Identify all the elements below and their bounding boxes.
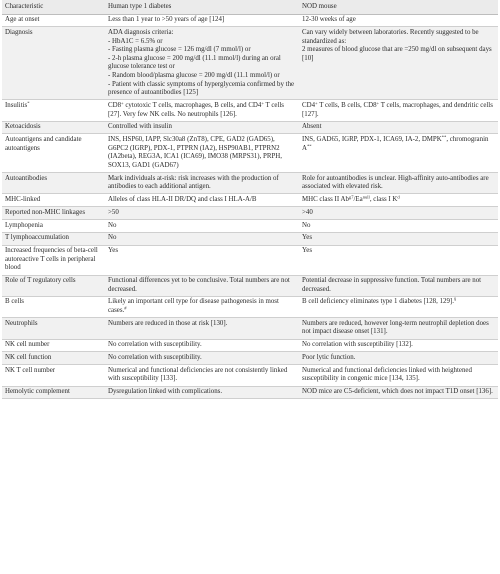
cell-line: Role for autoantibodies is unclear. High-affinity auto-antibodies are associated with elevated risk.: [302, 174, 489, 191]
table-row: [2, 318, 498, 339]
cell-line: - 2-h plasma glucose = 200 mg/dl (11.1 mmol/l) during an oral glucose tolerance test or: [108, 54, 281, 71]
cell-text: T lymphoaccumulation: [5, 234, 69, 242]
cell-line: 12-30 weeks of age: [302, 16, 356, 24]
header-nod-mouse: NOD mouse: [299, 0, 498, 14]
cell-text: Age at onset: [5, 16, 40, 24]
cell-nod-mouse: [299, 245, 498, 275]
cell-text: Insulitis: [5, 101, 28, 109]
cell-nod-mouse: [299, 352, 498, 365]
cell-line: Potential decrease in suppressive function. Total numbers are not decreased.: [302, 277, 482, 293]
cell-characteristic: [2, 27, 105, 100]
cell-nod-mouse: [299, 134, 498, 173]
cell-human: [105, 207, 299, 220]
cell-line: Yes: [302, 247, 313, 255]
superscript: +: [121, 100, 124, 106]
cell-human: [105, 173, 299, 194]
superscript: d: [397, 194, 400, 200]
cell-text: T cells, B cells, CD8: [317, 101, 377, 109]
cell-human: [105, 134, 299, 173]
cell-line: Dysregulation linked with complications.: [108, 388, 223, 396]
table-row: [2, 14, 498, 27]
cell-text: INS, GAD65, IGRP, PDX-1, ICA69, IA-2, DMPK: [302, 136, 442, 144]
cell-text: Increased frequencies of beta-cell autoreactive T cells in peripheral blood: [5, 247, 98, 272]
cell-text: Likely an important cell type for disease pathogenesis in most cases.: [108, 298, 279, 315]
table-row: [2, 386, 498, 399]
cell-human: [105, 352, 299, 365]
cell-text: /Ea: [353, 196, 363, 203]
cell-nod-mouse: [299, 232, 498, 245]
cell-line: Poor lytic function.: [302, 354, 356, 361]
cell-line: - Fasting plasma glucose = 126 mg/dl (7 mmol/l) or: [108, 46, 251, 54]
cell-line: No correlation with susceptibility.: [108, 341, 202, 349]
table-row: [2, 27, 498, 100]
cell-text: CD4: [302, 101, 316, 109]
cell-characteristic: [2, 275, 105, 296]
header-row: [2, 0, 498, 14]
cell-line: >50: [108, 208, 119, 216]
comparison-table: [2, 0, 498, 399]
cell-characteristic: [2, 365, 105, 386]
cell-human: [105, 245, 299, 275]
table-row: [2, 173, 498, 194]
cell-line: - Random blood/plasma glucose = 200 mg/dl (11.1 mmol/l) or: [108, 71, 280, 79]
cell-line: Numerical and functional deficiencies linked with heightened susceptibility in congenic mice [134, 135].: [302, 366, 472, 383]
table-row: [2, 245, 498, 275]
cell-human: [105, 318, 299, 339]
header-characteristic: Characteristic: [2, 0, 105, 14]
cell-text: NK cell function: [5, 354, 52, 361]
superscript: +: [376, 100, 380, 106]
cell-line: ADA diagnosis criteria:: [108, 28, 174, 36]
cell-characteristic: [2, 386, 105, 399]
table-row: [2, 121, 498, 134]
cell-characteristic: [2, 121, 105, 134]
cell-line: No: [108, 221, 117, 229]
cell-line: - HbA1C = 6.5% or: [108, 37, 163, 45]
cell-human: [105, 194, 299, 207]
table-row: [2, 296, 498, 317]
cell-line: No correlation with susceptibility [132].: [302, 341, 413, 349]
table-row: [2, 365, 498, 386]
cell-text: Autoantigens and candidate autoantigens: [5, 136, 82, 152]
cell-human: [105, 121, 299, 134]
cell-line: Yes: [108, 247, 119, 255]
cell-nod-mouse: [299, 318, 498, 339]
table-header: [2, 0, 498, 14]
cell-text: Reported non-MHC linkages: [5, 208, 85, 216]
superscript: #: [124, 305, 127, 311]
cell-line: Mark individuals at-risk: risk increases with the production of antibodies to each additional antigen.: [108, 174, 279, 191]
cell-nod-mouse: [299, 275, 498, 296]
cell-text: , chromogranin A: [302, 136, 489, 152]
cell-text: , class I K: [369, 196, 398, 203]
superscript: g7: [348, 194, 354, 200]
cell-line: No correlation with susceptibility.: [108, 354, 202, 361]
cell-text: cytotoxic T cells, macrophages, B cells, and CD4: [123, 101, 262, 109]
cell-line: INS, HSP60, IAPP, Slc30a8 (ZnT8), CPE, GAD2 (GAD65), G6PC2 (IGRP), PDX-1, PTPRN (IA2), HSP90AB1, PTPRN2 (IA2beta), REG3A, ICA1 (ICA69), IMO38 (MRPS31), PRPH, SOX13, GAD1 (GAD67): [108, 136, 282, 169]
cell-line: Alleles of class HLA-II DR/DQ and class I HLA-A/B: [108, 196, 257, 203]
cell-line: NOD mice are C5-deficient, which does not impact T1D onset [136].: [302, 388, 493, 396]
cell-characteristic: [2, 232, 105, 245]
cell-nod-mouse: [299, 365, 498, 386]
cell-line: No: [302, 221, 311, 229]
cell-text: Neutrophils: [5, 319, 38, 327]
cell-human: [105, 100, 299, 121]
header-human: Human type 1 diabetes: [105, 0, 299, 14]
cell-text: NK cell number: [5, 341, 50, 349]
cell-characteristic: [2, 219, 105, 232]
cell-nod-mouse: [299, 14, 498, 27]
cell-text: NK T cell number: [5, 366, 56, 374]
cell-human: [105, 386, 299, 399]
cell-text: Diagnosis: [5, 28, 33, 36]
cell-text: Lymphopenia: [5, 221, 43, 229]
cell-nod-mouse: [299, 121, 498, 134]
cell-line: Numbers are reduced in those at risk [130].: [108, 319, 228, 327]
superscript: +: [261, 100, 264, 106]
cell-characteristic: [2, 339, 105, 352]
cell-characteristic: [2, 173, 105, 194]
cell-text: T cells, macrophages, and dendritic cells [127].: [302, 101, 493, 118]
cell-line: No: [108, 234, 117, 242]
cell-line: Yes: [302, 234, 313, 242]
cell-nod-mouse: [299, 27, 498, 100]
cell-line: Numerical and functional deficiencies are not consistently linked with susceptibility [133].: [108, 366, 288, 383]
cell-characteristic: [2, 296, 105, 317]
cell-nod-mouse: [299, 100, 498, 121]
cell-line: Functional differences yet to be conclusive. Total numbers are not decreased.: [108, 277, 290, 293]
cell-nod-mouse: [299, 339, 498, 352]
cell-characteristic: [2, 318, 105, 339]
cell-line: Less than 1 year to >50 years of age [124]: [108, 16, 225, 24]
cell-nod-mouse: [299, 207, 498, 220]
cell-line: >40: [302, 208, 313, 216]
cell-text: B cells: [5, 298, 24, 306]
cell-human: [105, 219, 299, 232]
cell-characteristic: [2, 14, 105, 27]
cell-text: MHC class II Ab: [302, 196, 349, 203]
superscript: null: [362, 194, 370, 200]
cell-text: CD8: [108, 101, 122, 109]
cell-human: [105, 365, 299, 386]
table-body: [2, 14, 498, 399]
table-row: [2, 100, 498, 121]
cell-characteristic: [2, 207, 105, 220]
cell-nod-mouse: [299, 386, 498, 399]
cell-human: [105, 27, 299, 100]
cell-text: Autoantibodies: [5, 174, 48, 182]
superscript: *: [27, 100, 30, 106]
cell-line: - Patient with classic symptoms of hyperglycemia confirmed by the presence of autoantibodies [125]: [108, 80, 295, 97]
cell-characteristic: [2, 194, 105, 207]
cell-text: Role of T regulatory cells: [5, 277, 76, 285]
cell-human: [105, 275, 299, 296]
cell-line: 2 measures of blood glucose that are =250 mg/dl on subsequent days [10]: [302, 46, 492, 62]
cell-text: B cell deficiency eliminates type 1 diabetes [128, 129].: [302, 298, 454, 306]
cell-human: [105, 232, 299, 245]
table-row: [2, 275, 498, 296]
cell-human: [105, 14, 299, 27]
table-row: [2, 339, 498, 352]
cell-characteristic: [2, 100, 105, 121]
table-row: [2, 134, 498, 173]
cell-line: Controlled with insulin: [108, 123, 172, 131]
cell-nod-mouse: [299, 194, 498, 207]
superscript: **: [441, 134, 447, 140]
table-row: [2, 207, 498, 220]
cell-text: T cells [27]. Very few NK cells. No neutrophils [126].: [108, 101, 284, 118]
superscript: +: [315, 100, 318, 106]
cell-line: Numbers are reduced, however long-term neutrophil depletion does not impact disease onset [131].: [302, 319, 489, 336]
cell-line: Can vary widely between laboratories. Recently suggested to be standardized as:: [302, 28, 479, 45]
table-row: [2, 194, 498, 207]
cell-nod-mouse: [299, 296, 498, 317]
cell-characteristic: [2, 134, 105, 173]
cell-text: Hemolytic complement: [5, 388, 70, 396]
cell-text: MHC-linked: [5, 196, 41, 203]
cell-characteristic: [2, 245, 105, 275]
cell-human: [105, 339, 299, 352]
cell-nod-mouse: [299, 173, 498, 194]
table-row: [2, 219, 498, 232]
superscript: §: [453, 296, 457, 302]
superscript: **: [306, 143, 312, 149]
table-row: [2, 232, 498, 245]
cell-human: [105, 296, 299, 317]
cell-text: Ketoacidosis: [5, 123, 41, 131]
cell-nod-mouse: [299, 219, 498, 232]
cell-line: Absent: [302, 123, 322, 131]
cell-characteristic: [2, 352, 105, 365]
table-row: [2, 352, 498, 365]
